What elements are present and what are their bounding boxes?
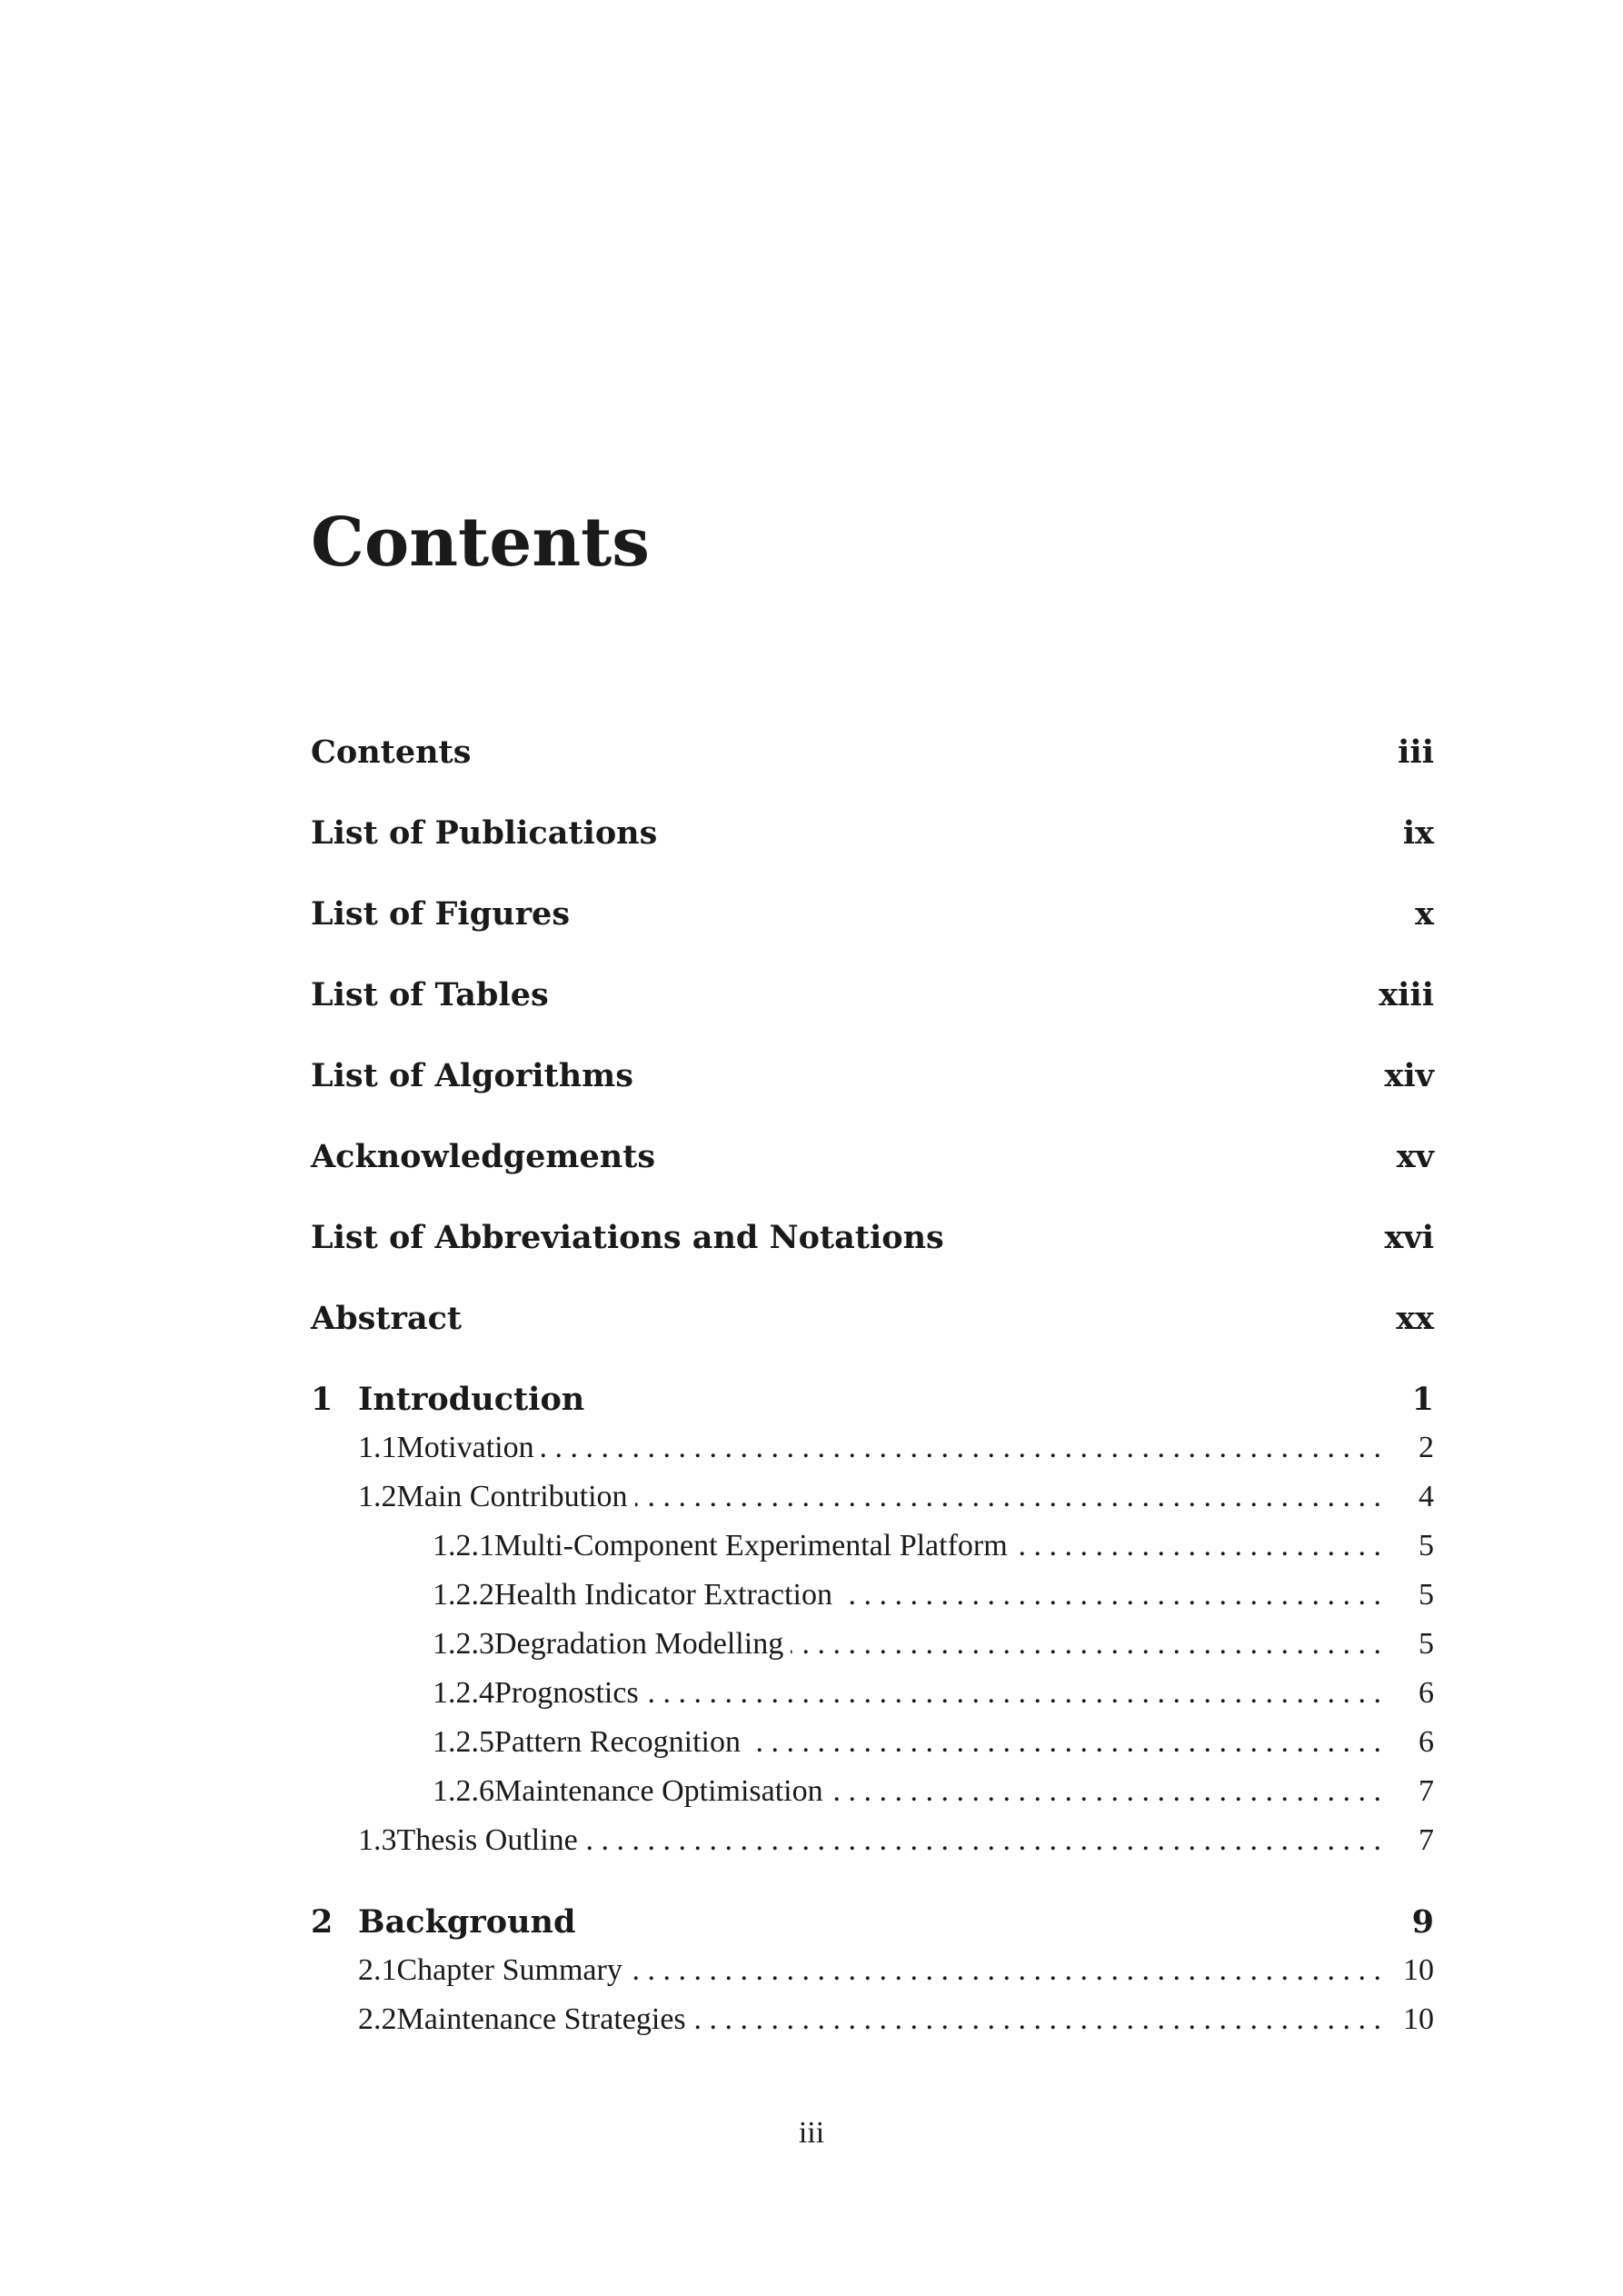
toc-chapter-2[interactable] — [311, 1897, 1434, 1946]
dot-leader — [630, 1953, 1381, 1988]
toc-section-page: 7 — [1419, 1823, 1434, 1857]
toc-section-number: 1.3 — [358, 1823, 397, 1857]
toc-section-1-3[interactable] — [311, 1816, 1434, 1865]
toc-subsection-1-2-4[interactable] — [311, 1669, 1434, 1718]
toc-entry-page: xx — [1396, 1299, 1434, 1337]
toc-section-number: 2.2 — [358, 2002, 397, 2036]
toc-entry-page: xvi — [1384, 1218, 1434, 1256]
dot-leader — [585, 1823, 1381, 1858]
dot-leader — [748, 1725, 1381, 1760]
toc-section-title: Thesis Outline — [396, 1823, 578, 1857]
toc-entry-title: List of Publications — [311, 814, 658, 852]
dot-leader — [791, 1627, 1381, 1662]
toc-chapter-1[interactable] — [311, 1374, 1434, 1423]
dot-leader — [831, 1774, 1381, 1809]
toc-subsection-number: 1.2.5 — [433, 1725, 494, 1759]
dot-leader — [646, 1676, 1381, 1711]
page-number: iii — [798, 2116, 825, 2150]
toc-subsection-title: Maintenance Optimisation — [494, 1774, 823, 1808]
toc-chapter-number: 1 — [311, 1380, 334, 1418]
toc-entry-abstract[interactable] — [311, 1293, 1434, 1343]
toc-chapter-page: 9 — [1411, 1902, 1434, 1941]
toc-section-page: 2 — [1419, 1431, 1434, 1464]
page-heading: Contents — [311, 504, 650, 582]
toc-entry-title: Abstract — [311, 1299, 463, 1337]
toc-entry-page: iii — [1398, 733, 1434, 771]
toc-subsection-1-2-1[interactable] — [311, 1522, 1434, 1571]
toc-entry-title: Contents — [311, 733, 472, 771]
toc-subsection-number: 1.2.3 — [433, 1627, 494, 1661]
toc-subsection-1-2-5[interactable] — [311, 1718, 1434, 1767]
dot-leader — [840, 1578, 1381, 1612]
toc-section-page: 10 — [1403, 2002, 1434, 2036]
toc-subsection-title: Multi-Component Experimental Platform — [494, 1529, 1008, 1562]
toc-entry-abbreviations[interactable] — [311, 1213, 1434, 1262]
toc-subsection-number: 1.2.6 — [433, 1774, 494, 1808]
toc-subsection-page: 7 — [1419, 1774, 1434, 1808]
toc-section-number: 2.1 — [358, 1953, 397, 1987]
toc-section-page: 4 — [1419, 1480, 1434, 1513]
toc-subsection-page: 5 — [1419, 1578, 1434, 1612]
toc-entry-list-of-publications[interactable] — [311, 808, 1434, 857]
toc-subsection-title: Prognostics — [494, 1676, 639, 1710]
toc-entry-list-of-algorithms[interactable] — [311, 1051, 1434, 1100]
toc-entry-page: ix — [1402, 814, 1434, 852]
toc-entry-page: x — [1415, 894, 1434, 933]
toc-entry-page: xiii — [1379, 975, 1434, 1013]
toc-entry-title: List of Figures — [311, 894, 571, 933]
toc-section-2-1[interactable] — [311, 1946, 1434, 1995]
toc-entry-acknowledgements[interactable] — [311, 1132, 1434, 1181]
toc-section-title: Main Contribution — [396, 1480, 628, 1513]
toc-entry-title: Acknowledgements — [311, 1137, 656, 1175]
dot-leader — [693, 2002, 1381, 2037]
toc-entry-title: List of Abbreviations and Notations — [311, 1218, 944, 1256]
toc-subsection-page: 5 — [1419, 1627, 1434, 1661]
toc-chapter-title: Background — [358, 1902, 576, 1941]
dot-leader — [635, 1480, 1381, 1514]
toc-subsection-page: 5 — [1419, 1529, 1434, 1562]
toc-entry-title: List of Tables — [311, 975, 549, 1013]
toc-section-1-1[interactable] — [311, 1423, 1434, 1472]
toc-subsection-page: 6 — [1419, 1725, 1434, 1759]
toc-section-title: Maintenance Strategies — [396, 2002, 686, 2036]
toc-subsection-1-2-2[interactable] — [311, 1571, 1434, 1620]
toc-subsection-title: Health Indicator Extraction — [494, 1578, 832, 1612]
toc-section-number: 1.1 — [358, 1431, 397, 1464]
dot-leader — [542, 1431, 1381, 1465]
toc-entry-page: xv — [1396, 1137, 1434, 1175]
toc-entry-list-of-figures[interactable] — [311, 889, 1434, 938]
toc-chapter-page: 1 — [1411, 1380, 1434, 1418]
toc-section-title: Motivation — [396, 1431, 534, 1464]
toc-subsection-number: 1.2.4 — [433, 1676, 494, 1710]
toc-subsection-page: 6 — [1419, 1676, 1434, 1710]
toc-entry-title: List of Algorithms — [311, 1056, 633, 1094]
toc-section-title: Chapter Summary — [396, 1953, 622, 1987]
toc-section-1-2[interactable] — [311, 1472, 1434, 1522]
dot-leader — [1015, 1529, 1381, 1563]
toc-entry-list-of-tables[interactable] — [311, 970, 1434, 1019]
toc-entry-contents[interactable] — [311, 727, 1434, 776]
toc-subsection-number: 1.2.1 — [433, 1529, 494, 1562]
toc-section-page: 10 — [1403, 1953, 1434, 1987]
toc-chapter-title: Introduction — [358, 1380, 585, 1418]
toc-chapter-number: 2 — [311, 1902, 334, 1941]
toc-subsection-title: Pattern Recognition — [494, 1725, 742, 1759]
toc-section-number: 1.2 — [358, 1480, 397, 1513]
toc-subsection-1-2-3[interactable] — [311, 1620, 1434, 1669]
toc-section-2-2[interactable] — [311, 1995, 1434, 2044]
toc-entry-page: xiv — [1384, 1056, 1434, 1094]
toc-subsection-1-2-6[interactable] — [311, 1767, 1434, 1816]
toc-subsection-title: Degradation Modelling — [494, 1627, 784, 1661]
toc-subsection-number: 1.2.2 — [433, 1578, 494, 1612]
